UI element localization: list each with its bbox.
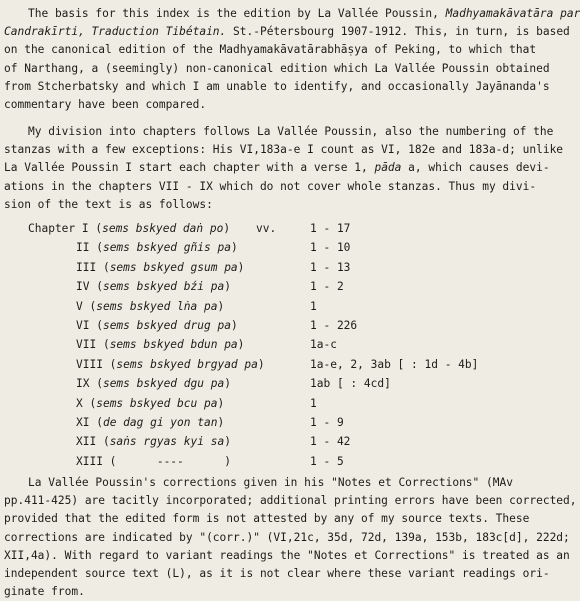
text-line: [4, 5, 580, 23]
paragraph-edition-basis: [4, 5, 580, 114]
text-line: XII,4a). With regard to variant readings the "Notes et Corrections" is treated as an: [4, 548, 570, 562]
text-span: a, which causes devi-: [401, 161, 550, 175]
book-title-italic: Madhyamakāvatāra par: [445, 7, 580, 20]
chapter-row: [28, 298, 498, 317]
text-line: pp.411-425) are tacitly incorporated; additional printing errors have been corrected,: [4, 494, 577, 508]
chapter-label: V (sems bskyed lṅa pa): [76, 299, 225, 313]
chapter-row: [28, 453, 498, 472]
verse-range: 1ab [ : 4cd]: [310, 377, 391, 391]
verse-range: 1 - 10: [310, 241, 351, 255]
verse-range: 1: [310, 396, 317, 410]
verse-range: 1 - 42: [310, 435, 351, 449]
text-line: ginate from.: [4, 585, 85, 599]
text-line: [4, 23, 570, 41]
chapter-label: XIII ( ---- ): [76, 454, 231, 468]
chapter-row: [28, 278, 498, 297]
verse-range: 1a-c: [310, 338, 337, 352]
text-line: of Narthang, a (seemingly) non-canonical edition which La Vallée Poussin obtained: [4, 61, 550, 75]
text-line: [4, 159, 550, 177]
term-italic: pāda: [374, 161, 402, 175]
text-line: provided that the edited form is not attested by any of my source texts. These: [4, 512, 530, 526]
text-line: independent source text (L), as it is not clear where these variant readings ori-: [4, 567, 550, 581]
text-span: La Vallée Poussin I start each chapter with a verse 1,: [4, 161, 375, 175]
text-span: St.-Pétersbourg 1907-1912. This, in turn, is based: [226, 25, 570, 39]
text-span: The basis for this index is the edition by La Vallée Poussin,: [28, 7, 446, 20]
text-line: sion of the text is as follows:: [4, 197, 213, 211]
chapter-label: VIII (sems bskyed brgyad pa): [76, 357, 265, 371]
chapter-row: [28, 356, 498, 375]
text-line: on the canonical edition of the Madhyamakāvatārabhāṣya of Peking, to which that: [4, 43, 537, 57]
verse-range: 1 - 5: [310, 454, 344, 468]
chapter-label: Chapter I (sems bskyed daṅ po): [28, 222, 231, 235]
text-line: stanzas with a few exceptions: His VI,183a-e I count as VI, 182e and 183a-d; unlike: [4, 143, 564, 157]
verse-range: 1 - 13: [310, 260, 351, 274]
text-line: from Stcherbatsky and which I am unable to identify, and occasionally Jayānanda's: [4, 79, 550, 93]
verses-abbrev: vv.: [256, 222, 277, 235]
book-title-italic: Candrakīrti, Traduction Tibétain.: [4, 25, 227, 39]
chapter-label: IX (sems bskyed dgu pa): [76, 377, 231, 391]
verse-range: 1 - 2: [310, 280, 344, 294]
verse-range: 1 - 226: [310, 318, 358, 332]
chapter-label: VII (sems bskyed bdun pa): [76, 338, 245, 352]
verse-range: 1: [310, 299, 317, 313]
paragraph-chapter-division: [4, 123, 564, 214]
chapter-table: [28, 220, 498, 472]
chapter-label: VI (sems bskyed drug pa): [76, 318, 238, 332]
chapter-row: [28, 414, 498, 433]
text-line: La Vallée Poussin's corrections given in his "Notes et Corrections" (MAv: [28, 476, 513, 489]
chapter-row: [28, 375, 498, 394]
chapter-row: [28, 336, 498, 355]
chapter-row: [28, 220, 498, 239]
verse-range: 1a-e, 2, 3ab [ : 1d - 4b]: [310, 357, 479, 371]
chapter-label: X (sems bskyed bcu pa): [76, 396, 225, 410]
chapter-row: [28, 259, 498, 278]
chapter-label: XII (saṅs rgyas kyi sa): [76, 435, 231, 449]
paragraph-corrections: [4, 474, 577, 601]
chapter-row: [28, 239, 498, 258]
verse-range: 1 - 9: [310, 415, 344, 429]
chapter-row: [28, 395, 498, 414]
text-line: ations in the chapters VII - IX which do not cover whole stanzas. Thus my divi-: [4, 179, 537, 193]
text-line: My division into chapters follows La Vallée Poussin, also the numbering of the: [28, 125, 554, 138]
text-line: corrections are indicated by "(corr.)" (VI,21c, 35d, 72d, 139a, 153b, 183c[d], 222d;: [4, 530, 570, 544]
text-line: commentary have been compared.: [4, 98, 207, 112]
chapter-label: III (sems bskyed gsum pa): [76, 260, 245, 274]
verse-range: 1 - 17: [310, 222, 351, 235]
chapter-label: II (sems bskyed gñis pa): [76, 241, 238, 255]
chapter-row: [28, 433, 498, 452]
chapter-row: [28, 317, 498, 336]
chapter-label: XI (de dag gi yon tan): [76, 415, 225, 429]
chapter-label: IV (sems bskyed bźi pa): [76, 280, 231, 294]
